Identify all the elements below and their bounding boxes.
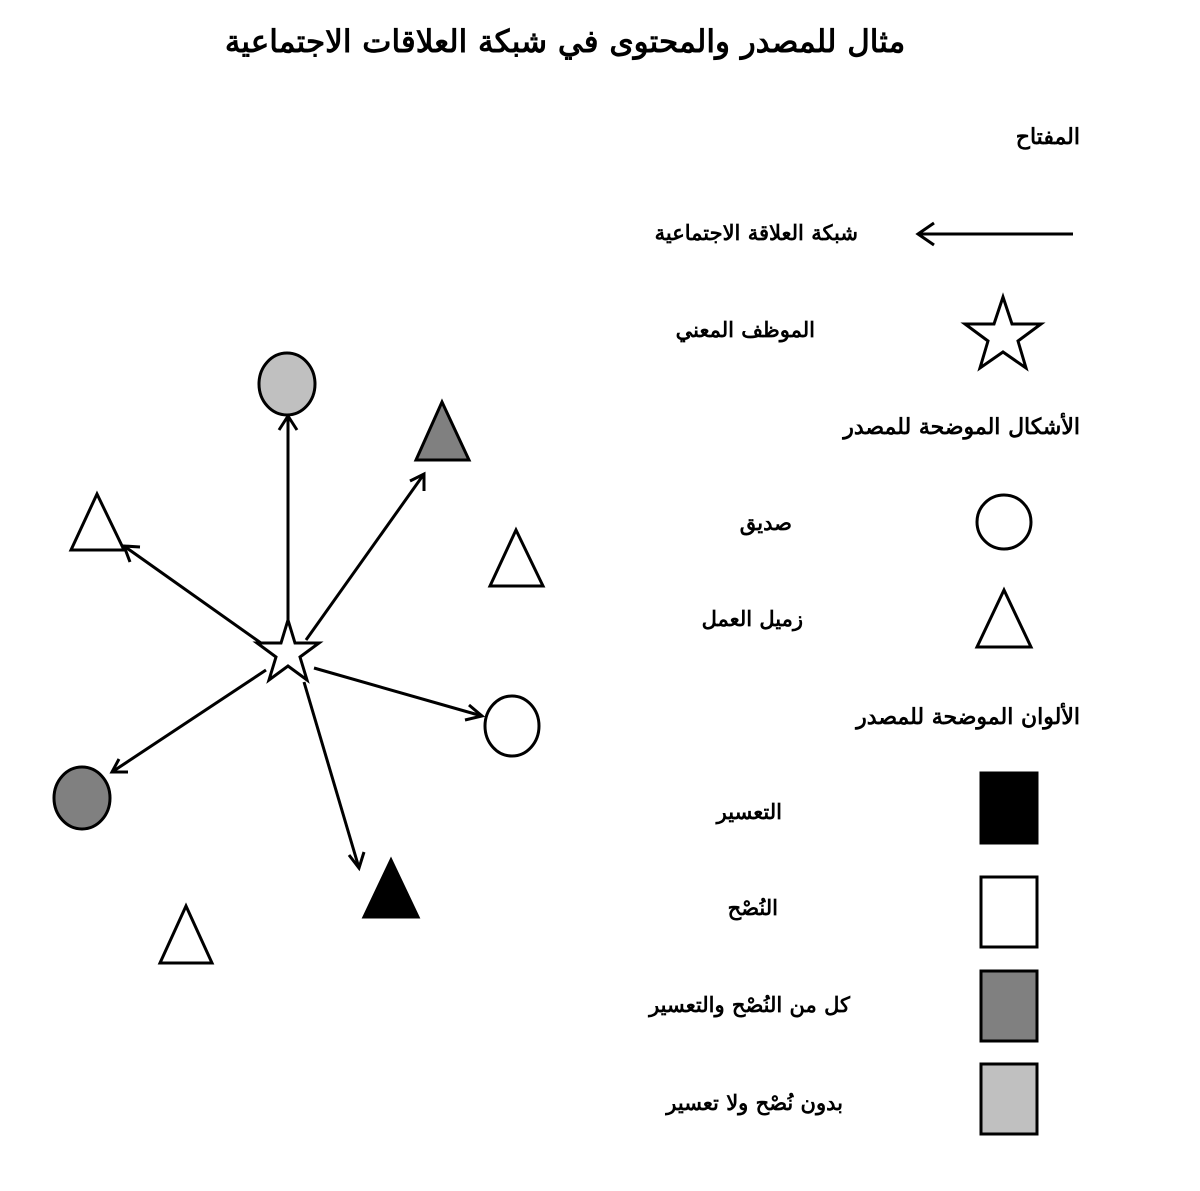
legend-heading: المفتاح xyxy=(1015,124,1080,150)
legend-network-label: شبكة العلاقة الاجتماعية xyxy=(654,220,858,245)
edge-upper-right-triangle xyxy=(306,474,424,640)
edge-left-circle xyxy=(112,670,266,772)
legend-neither-label: بدون نُصْح ولا تعسير xyxy=(666,1090,843,1115)
legend-both-label: كل من النُصْح والتعسير xyxy=(649,992,850,1017)
page-title: مثال للمصدر والمحتوى في شبكة العلاقات الاجتماعية xyxy=(224,24,906,60)
legend-coworker-label: زميل العمل xyxy=(701,606,803,631)
node-right-circle xyxy=(485,696,539,756)
legend-colors-heading: الألوان الموضحة للمصدر xyxy=(856,704,1080,730)
legend-hindrance-label: التعسير xyxy=(716,799,782,824)
node-top-circle xyxy=(259,353,315,415)
edge-right-circle xyxy=(314,668,482,720)
node-bottom-left-triangle xyxy=(160,906,212,963)
legend-shapes-heading: الأشكال الموضحة للمصدر xyxy=(843,414,1080,440)
legend-friend-label: صديق xyxy=(739,510,792,535)
legend-advice-label: النُصْح xyxy=(727,895,778,920)
node-upper-right-triangle xyxy=(416,402,469,460)
node-mid-right-triangle xyxy=(490,530,543,586)
edge-top-circle xyxy=(279,416,297,626)
node-left-triangle xyxy=(71,494,124,550)
node-left-circle xyxy=(54,767,110,829)
network-nodes xyxy=(54,353,543,963)
edge-bottom-triangle xyxy=(304,682,364,868)
node-bottom-triangle xyxy=(364,860,418,917)
legend-focal-label: الموظف المعني xyxy=(675,317,815,342)
edge-left-triangle xyxy=(124,546,268,648)
